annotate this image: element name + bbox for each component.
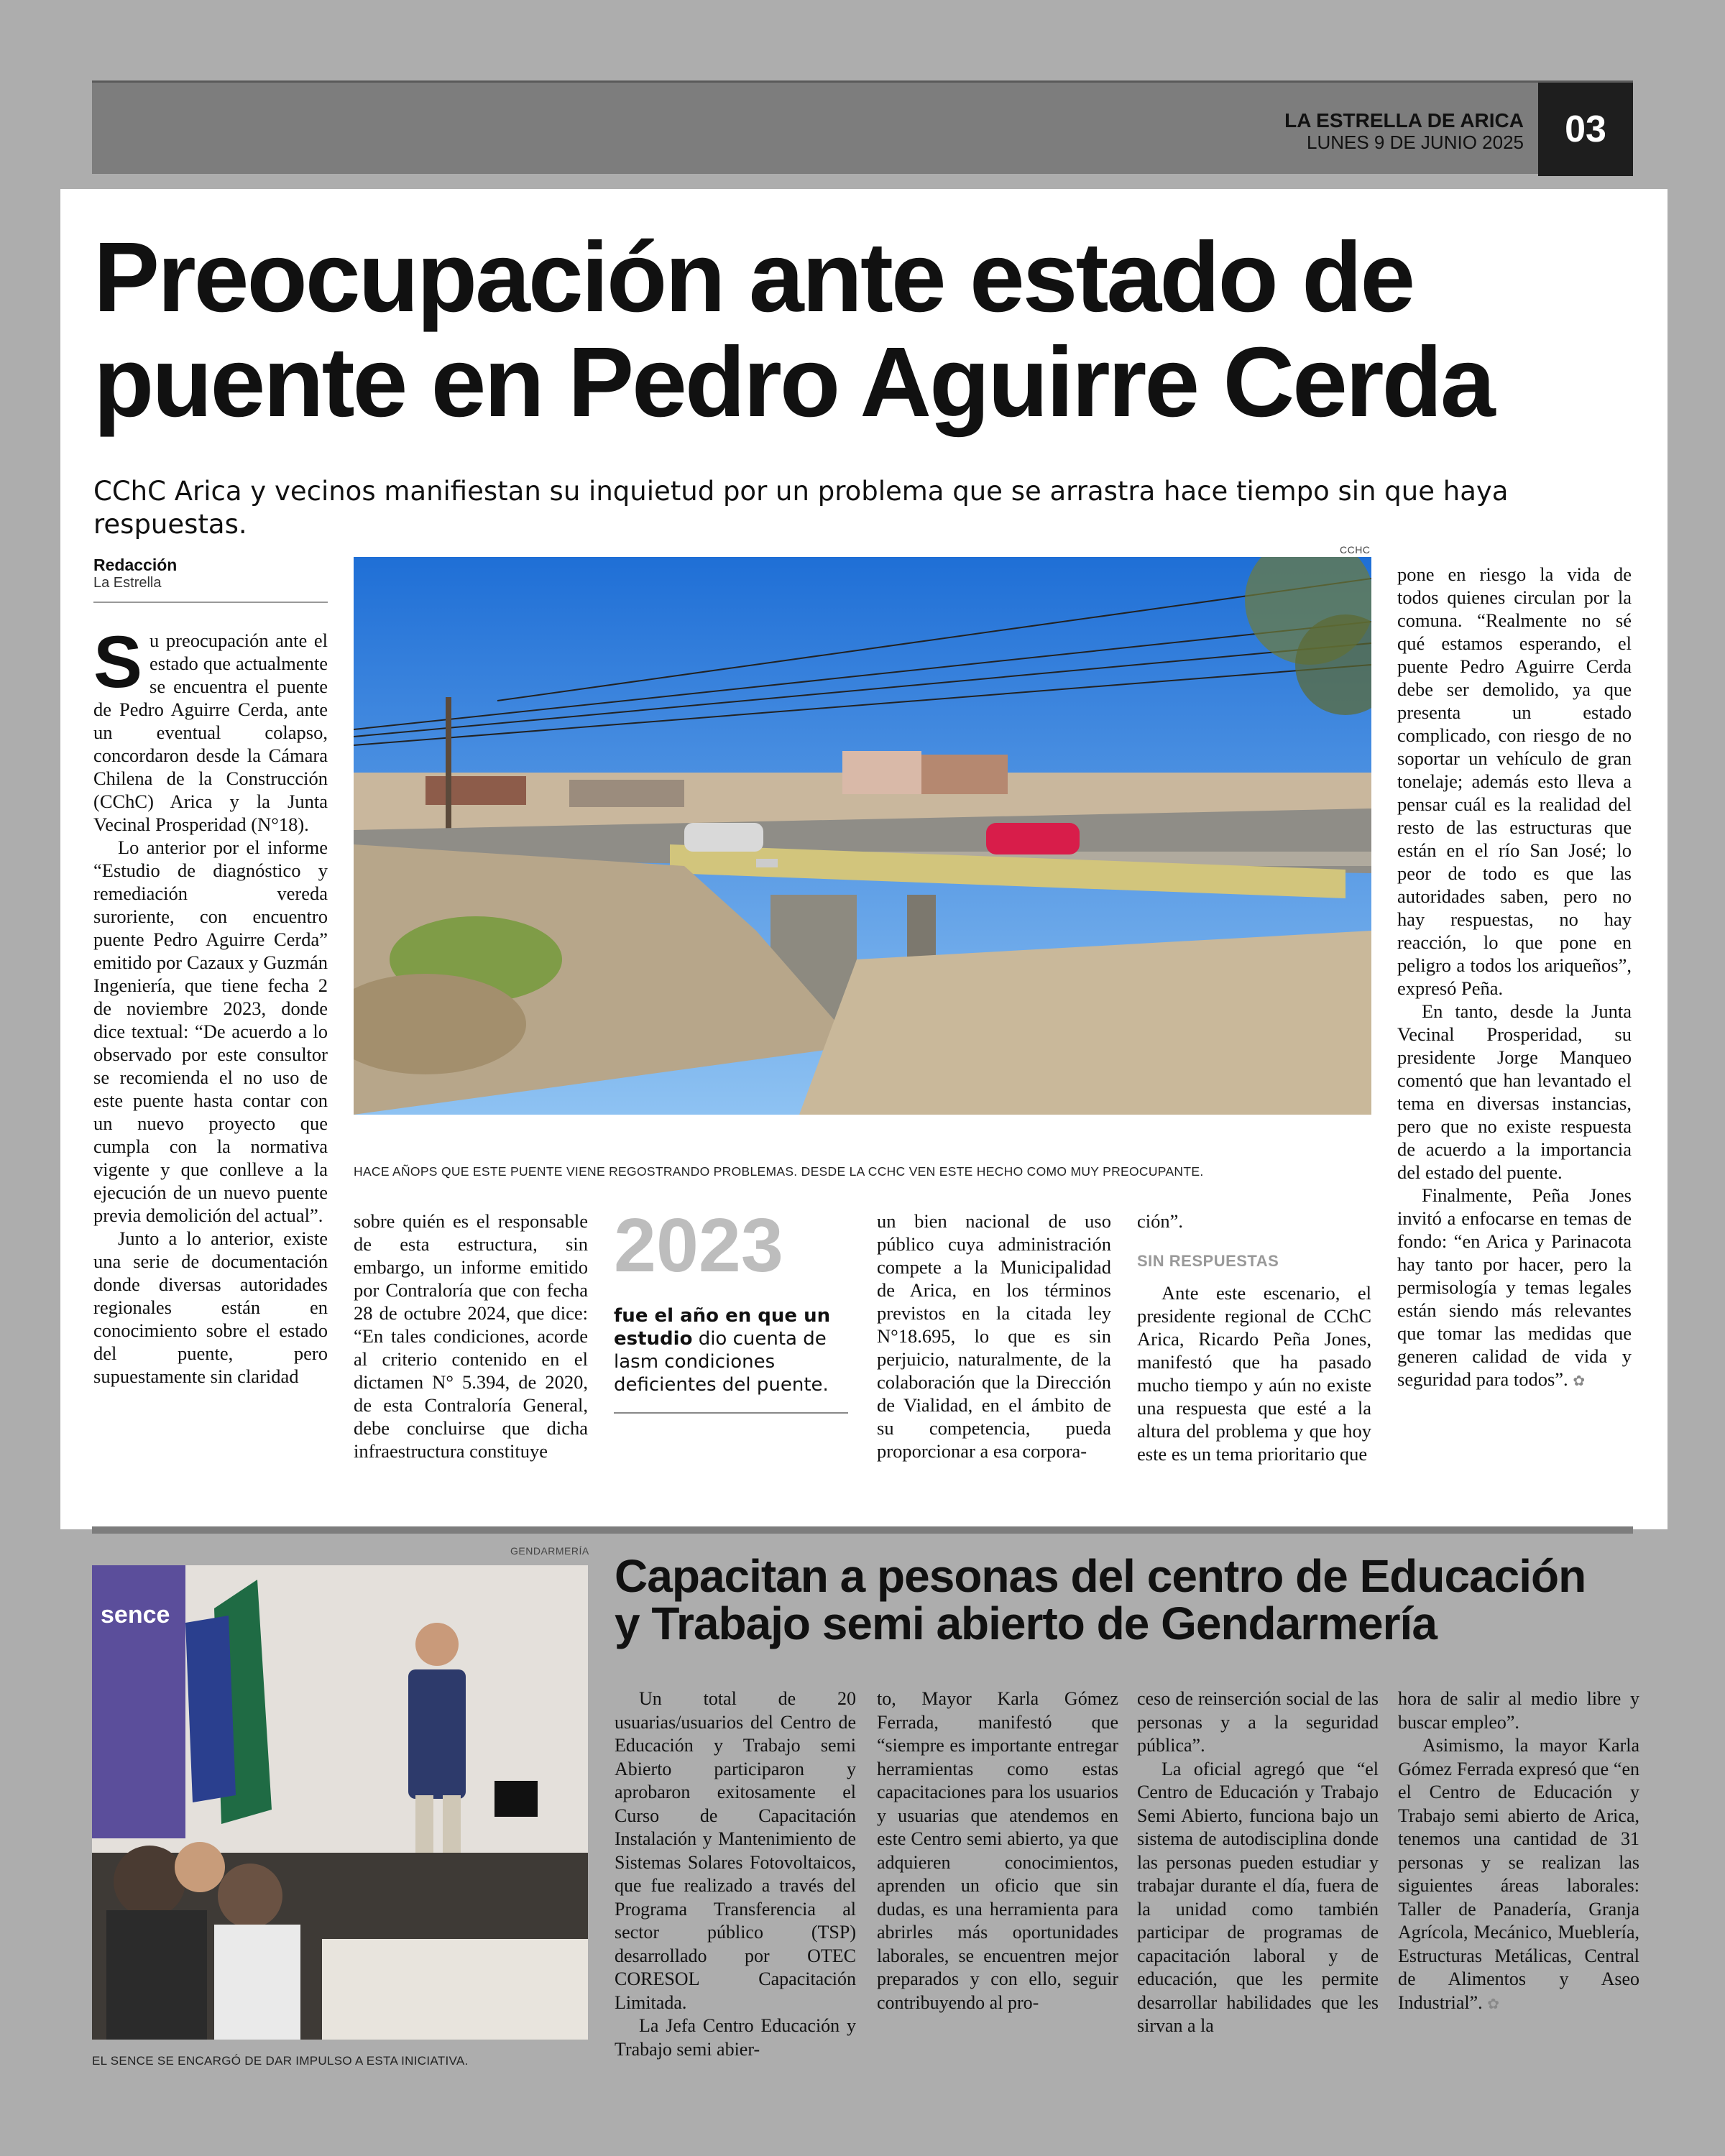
paragraph: La oficial agregó que “el Centro de Educación y Trabajo Semi Abierto, funciona bajo un sistema de autodisciplina donde las personas pueden estudiar y trabajar durante el día, fuera de la unidad como también participar de programas de capacitación laboral y de educación, que les permite desarrollar habilidades que les sirvan a la (1137, 1758, 1379, 2036)
paragraph: Junto a lo anterior, existe una serie de documentación donde diversas autoridades regionales están en conocimiento sobre el estado del puente, pero supuestamente sin claridad (93, 1227, 328, 1387)
section-divider (92, 1526, 1633, 1534)
bridge-photo (354, 557, 1371, 1115)
article-column-1 (93, 621, 328, 1388)
training-photo-illustration (92, 1565, 588, 2040)
paragraph: Ante este escenario, el presidente regional de CChC Arica, Ricardo Peña Jones, manifestó que ha pasado mucho tiempo y aún no existe una respuesta que esté a la altura del problema y que hoy este es un tema prioritario que (1137, 1282, 1371, 1465)
photo-credit-2: GENDARMERÍA (510, 1545, 589, 1557)
paragraph (1398, 1734, 1639, 2015)
author-org: La Estrella (93, 575, 162, 591)
bridge-photo-illustration (354, 557, 1371, 1115)
masthead (1284, 110, 1524, 153)
stat-text-bold: fue el año en que un estudio (614, 1305, 831, 1350)
drop-cap: S (93, 621, 143, 703)
paragraph: to, Mayor Karla Gómez Ferrada, manifestó que “siempre es importante entregar herramientas como estas capacitaciones para los usuarios y usuarias que atendemos en este Centro semi abierto, ya que adquieren conocimientos, aprenden un oficio que sin dudas, es una herramienta para abrirles más oportunidades laborales, se encuentren mejor preparados y con ello, seguir contribuyendo al pro- (877, 1688, 1118, 2013)
section-subhead: SIN RESPUESTAS (1137, 1252, 1279, 1270)
photo-credit: CCHC (1340, 544, 1371, 556)
stat-text (614, 1304, 848, 1414)
byline (93, 556, 328, 603)
article2-column-1 (615, 1687, 856, 2061)
end-mark-icon: ✿ (1487, 1994, 1499, 2012)
paragraph-text: Finalmente, Peña Jones invitó a enfocarse en temas de fondo: “en Arica y Parinacota hay tanto por hacer, pero la permisología y temas legales están siendo más relevantes que tomar las medidas que generen calidad de vida y seguridad para todos”. (1397, 1184, 1632, 1390)
paragraph-text: u preocupación ante el estado que actualmente se encuentra el puente de Pedro Aguirre Cerda, ante un eventual colapso, concordaron desde la Cámara Chilena de la Construcción (CChC) Arica y la Junta Vecinal Prosperidad (N°18). (93, 630, 328, 835)
paragraph: En tanto, desde la Junta Vecinal Prosperidad, su presidente Jorge Manqueo comentó que han levantado el tema en diversas instancias, pero que no existe respuesta de acuerdo a la importancia del estado del puente. (1397, 1000, 1632, 1183)
headline (93, 222, 1639, 438)
page-number: 03 (1538, 83, 1633, 176)
paragraph: Un total de 20 usuarias/usuarios del Centro de Educación y Trabajo semi Abierto participaron y aprobaron exitosamente el Curso de Capacitación Instalación y Mantenimiento de Sistemas Solares Fotovoltaicos, que fue realizado a través del Programa Transferencia al sector público (TSP) desarrollado por OTEC CORESOL Capacitación Limitada. (615, 1688, 856, 2013)
stat-text-rest: dio cuenta de lasm condiciones deficientes del puente. (614, 1328, 829, 1396)
article-column-5 (1137, 1210, 1371, 1465)
photo-caption-2: EL SENCE SE ENCARGÓ DE DAR IMPULSO A ESTA INICIATIVA. (92, 2054, 469, 2068)
paragraph (1397, 1184, 1632, 1392)
issue-date: LUNES 9 DE JUNIO 2025 (1306, 132, 1524, 153)
article2-column-3 (1137, 1687, 1379, 2038)
newspaper-name: LA ESTRELLA DE ARICA (1284, 109, 1524, 132)
paragraph: ción”. (1137, 1210, 1184, 1232)
paragraph: pone en riesgo la vida de todos quienes circulan por la comuna. “Realmente no sé qué estamos esperando, el puente Pedro Aguirre Cerda debe ser demolido, ya que presenta un estado complicado, con riesgo de no soportar un vehículo de gran tonelaje; además esto lleva a pensar cuál es la realidad del resto de las estructuras que están en el río San José; lo peor de todo es que las autoridades saben, pero no hay respuestas, no hay reacción, lo que pone en peligro a todos los ariqueños”, expresó Peña. (1397, 563, 1632, 999)
headline-2-line-2: y Trabajo semi abierto de Gendarmería (615, 1598, 1437, 1649)
sence-banner-text: sence (101, 1601, 170, 1628)
headline-line-2: puente en Pedro Aguirre Cerda (93, 327, 1494, 438)
article2-column-4 (1398, 1687, 1639, 2015)
headline-2-line-1: Capacitan a pesonas del centro de Educación (615, 1550, 1586, 1602)
headline-2 (615, 1552, 1635, 1647)
article-column-4 (877, 1210, 1111, 1462)
deck-subtitle: CChC Arica y vecinos manifiestan su inquietud por un problema que se arrastra hace tiempo sin que haya respuestas. (93, 476, 1509, 540)
author-name: Redacción (93, 556, 178, 574)
page-header (92, 80, 1633, 174)
paragraph (93, 621, 328, 836)
paragraph: sobre quién es el responsable de esta estructura, sin embargo, un informe emitido por Contraloría que con fecha 28 de octubre 2024, que dice: “En tales condiciones, acorde al criterio contenido en el dictamen N° 5.394, de 2020, de esta Contraloría General, debe concluirse que dicha infraestructura constituye (354, 1210, 588, 1462)
stat-callout (614, 1202, 848, 1414)
paragraph: un bien nacional de uso público cuya administración compete a la Municipalidad de Arica, en los términos previstos en la citada ley N°18.695, lo que es sin perjuicio, naturalmente, de la colaboración que la Dirección de Vialidad, en el ámbito de su competencia, pueda proporcionar a esa corpora- (877, 1210, 1111, 1462)
article-column-2 (354, 1210, 588, 1462)
photo-caption: HACE AÑOPS QUE ESTE PUENTE VIENE REGOSTRANDO PROBLEMAS. DESDE LA CCHC VEN ESTE HECHO COMO MUY PREOCUPANTE. (354, 1164, 1204, 1179)
end-mark-icon: ✿ (1573, 1372, 1586, 1389)
paragraph: Lo anterior por el informe “Estudio de diagnóstico y remediación vereda suroriente, con encuentro puente Pedro Aguirre Cerda” emitido por Cazaux y Guzmán Ingeniería, que tiene fecha 2 de noviembre 2023, donde dice textual: “De acuerdo a lo observado por este consultor se recomienda el no uso de este puente hasta contar con un nuevo proyecto que cumpla con la normativa vigente y que conlleve a la ejecución de un nuevo puente previa demolición del actual”. (93, 837, 328, 1226)
training-photo (92, 1565, 588, 2040)
paragraph: ceso de reinserción social de las personas y a la seguridad pública”. (1137, 1688, 1379, 1756)
stat-number: 2023 (614, 1203, 783, 1288)
paragraph-text: Asimismo, la mayor Karla Gómez Ferrada expresó que “en el Centro de Educación y Trabajo semi abierto de Arica, tenemos una cantidad de 31 personas y se realizan las siguientes áreas laborales: Taller de Panadería, Granja Agrícola, Mecánico, Mueblería, Estructuras Metálicas, Central de Alimentos y Aseo Industrial”. (1398, 1735, 1639, 2013)
headline-line-1: Preocupación ante estado de (93, 222, 1414, 333)
article-column-6 (1397, 563, 1632, 1392)
paragraph: hora de salir al medio libre y buscar empleo”. (1398, 1688, 1639, 1733)
article2-column-2 (877, 1687, 1118, 2014)
paragraph: La Jefa Centro Educación y Trabajo semi abier- (615, 2015, 856, 2060)
main-article (60, 189, 1668, 1529)
